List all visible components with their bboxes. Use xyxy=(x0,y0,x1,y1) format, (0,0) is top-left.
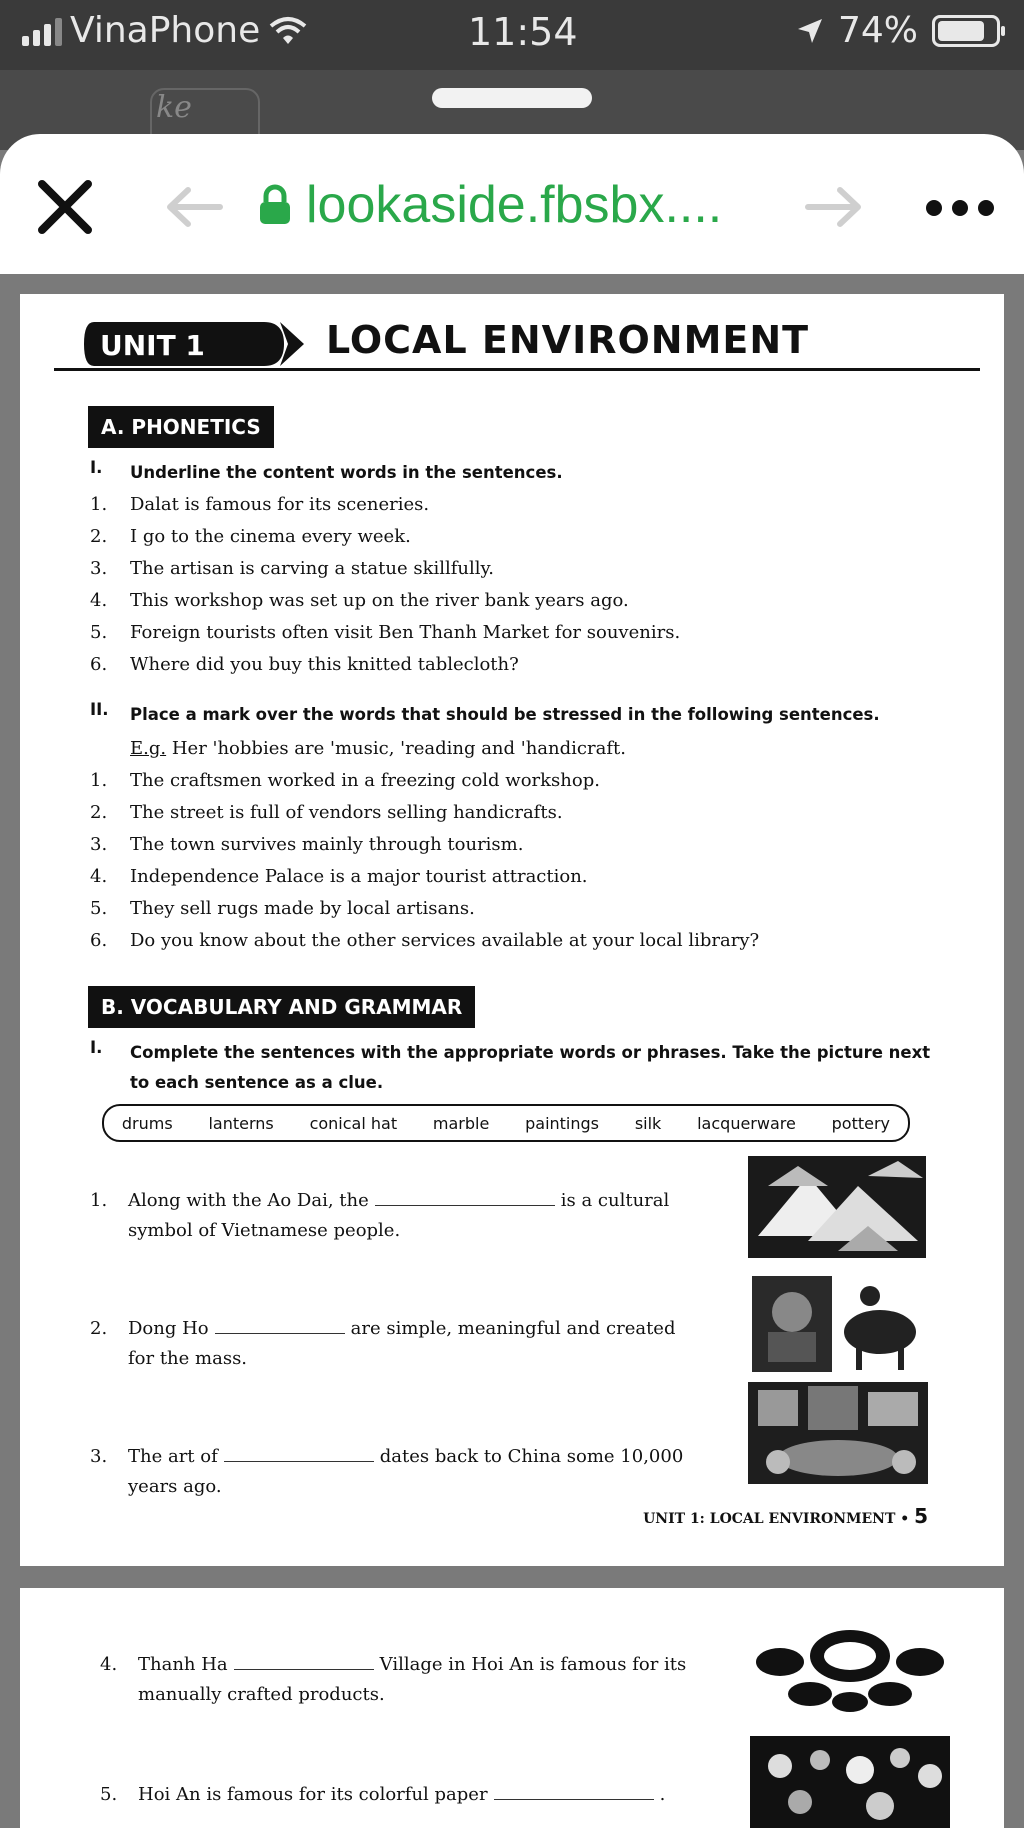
example-label: E.g. xyxy=(130,738,167,759)
question-text-start: The art of xyxy=(128,1446,218,1467)
item-text: Foreign tourists often visit Ben Thanh Market for souvenirs. xyxy=(130,622,681,643)
item-number: 6. xyxy=(90,930,108,951)
page-number: 5 xyxy=(914,1504,928,1528)
question-number: 2. xyxy=(90,1318,108,1339)
sheet-grabber[interactable] xyxy=(432,88,592,108)
item-number: 3. xyxy=(90,558,108,579)
item-text: The town survives mainly through tourism. xyxy=(130,834,524,855)
question-line xyxy=(138,1654,686,1675)
part-a1-text: Underline the content words in the sentences. xyxy=(130,463,563,482)
answer-blank[interactable] xyxy=(494,1798,654,1800)
item-text: The street is full of vendors selling handicrafts. xyxy=(130,802,563,823)
question-text-end: are simple, meaningful and created xyxy=(350,1318,676,1339)
location-arrow-icon xyxy=(796,17,824,45)
answer-blank[interactable] xyxy=(215,1332,345,1334)
item-number: 2. xyxy=(90,526,108,547)
question-text-end: Village in Hoi An is famous for its xyxy=(379,1654,687,1675)
forward-arrow-icon[interactable] xyxy=(804,184,864,230)
word-box-item: lacquerware xyxy=(697,1113,796,1133)
lanterns-picture xyxy=(750,1736,950,1828)
item-text: They sell rugs made by local artisans. xyxy=(130,898,475,919)
part-b1-num: I. xyxy=(90,1038,103,1057)
item-number: 6. xyxy=(90,654,108,675)
question-line xyxy=(138,1784,665,1805)
carrier xyxy=(22,10,308,51)
answer-blank[interactable] xyxy=(375,1204,555,1206)
item-number: 5. xyxy=(90,622,108,643)
wifi-icon xyxy=(268,16,308,46)
question-text-start: Dong Ho xyxy=(128,1318,209,1339)
question-continuation: symbol of Vietnamese people. xyxy=(128,1220,401,1241)
battery-percent: 74% xyxy=(837,10,918,51)
item-number: 1. xyxy=(90,770,108,791)
question-text-end: dates back to China some 10,000 xyxy=(379,1446,684,1467)
item-text: Independence Palace is a major tourist attraction. xyxy=(130,866,588,887)
close-icon[interactable] xyxy=(36,178,94,236)
word-box-item: marble xyxy=(432,1113,490,1133)
conical-hat-picture xyxy=(748,1156,926,1258)
item-text: Where did you buy this knitted tablecloth? xyxy=(130,654,519,675)
question-text-start: Thanh Ha xyxy=(138,1654,228,1675)
word-box-item: paintings xyxy=(525,1113,600,1133)
document-page-1 xyxy=(20,294,1004,1566)
unit-badge xyxy=(84,318,304,370)
question-number: 5. xyxy=(100,1784,118,1805)
signal-icon xyxy=(22,16,62,46)
item-text: Dalat is famous for its sceneries. xyxy=(130,494,430,515)
question-continuation: for the mass. xyxy=(128,1348,248,1369)
word-box-item: silk xyxy=(634,1113,662,1133)
url-text: lookaside.fbsbx.... xyxy=(306,176,723,234)
carrier-name: VinaPhone xyxy=(70,10,261,51)
question-text-end: is a cultural xyxy=(560,1190,670,1211)
word-box-item: lanterns xyxy=(208,1113,274,1133)
unit-title: LOCAL ENVIRONMENT xyxy=(326,318,810,362)
part-a1-num: I. xyxy=(90,458,103,477)
item-number: 2. xyxy=(90,802,108,823)
background-search-field: ke xyxy=(150,88,260,148)
document-page-2 xyxy=(20,1588,1004,1828)
part-a2-num: II. xyxy=(90,700,109,719)
part-b1-text: Complete the sentences with the appropriate words or phrases. Take the picture next to each sentence as a clue. xyxy=(130,1043,931,1092)
example-text: Her 'hobbies are 'music, 'reading and 'handicraft. xyxy=(171,738,626,759)
question-number: 1. xyxy=(90,1190,108,1211)
item-text: This workshop was set up on the river bank years ago. xyxy=(130,590,629,611)
section-a-label: A. PHONETICS xyxy=(88,406,274,448)
dong-ho-painting-picture xyxy=(748,1272,926,1376)
answer-blank[interactable] xyxy=(234,1668,374,1670)
question-continuation: years ago. xyxy=(128,1476,222,1497)
battery-icon xyxy=(932,15,1000,47)
word-box-item: drums xyxy=(121,1113,173,1133)
lacquerware-picture xyxy=(748,1382,928,1484)
lock-icon xyxy=(258,184,292,226)
word-box xyxy=(102,1104,910,1142)
question-line xyxy=(128,1446,683,1467)
item-number: 5. xyxy=(90,898,108,919)
more-options-icon[interactable] xyxy=(926,200,994,216)
unit-badge-label: UNIT 1 xyxy=(100,329,205,362)
answer-blank[interactable] xyxy=(224,1460,374,1462)
question-line xyxy=(128,1318,675,1339)
page-footer xyxy=(643,1504,928,1528)
item-text: The craftsmen worked in a freezing cold workshop. xyxy=(130,770,600,791)
word-box-item: pottery xyxy=(831,1113,891,1133)
question-text-start: Hoi An is famous for its colorful paper xyxy=(138,1784,488,1805)
part-a2-text: Place a mark over the words that should be stressed in the following sentences. xyxy=(130,705,880,724)
question-continuation: manually crafted products. xyxy=(138,1684,385,1705)
item-number: 3. xyxy=(90,834,108,855)
question-number: 4. xyxy=(100,1654,118,1675)
item-text: The artisan is carving a statue skillfully. xyxy=(130,558,495,579)
item-number: 4. xyxy=(90,866,108,887)
section-b-label: B. VOCABULARY AND GRAMMAR xyxy=(88,986,475,1028)
item-number: 4. xyxy=(90,590,108,611)
pottery-picture xyxy=(750,1616,950,1714)
status-bar xyxy=(0,0,1024,70)
clock: 11:54 xyxy=(468,10,578,54)
question-text-start: Along with the Ao Dai, the xyxy=(128,1190,369,1211)
title-rule xyxy=(54,368,980,371)
footer-text: UNIT 1: LOCAL ENVIRONMENT • xyxy=(643,1511,910,1527)
back-arrow-icon[interactable] xyxy=(164,184,224,230)
status-right xyxy=(796,10,1000,51)
item-text: Do you know about the other services available at your local library? xyxy=(130,930,760,951)
word-box-item: conical hat xyxy=(309,1113,398,1133)
browser-nav-bar xyxy=(0,134,1024,274)
question-line xyxy=(128,1190,669,1211)
question-text-end: . xyxy=(659,1784,666,1805)
item-number: 1. xyxy=(90,494,108,515)
item-text: I go to the cinema every week. xyxy=(130,526,411,547)
url-bar[interactable] xyxy=(258,170,722,240)
question-number: 3. xyxy=(90,1446,108,1467)
